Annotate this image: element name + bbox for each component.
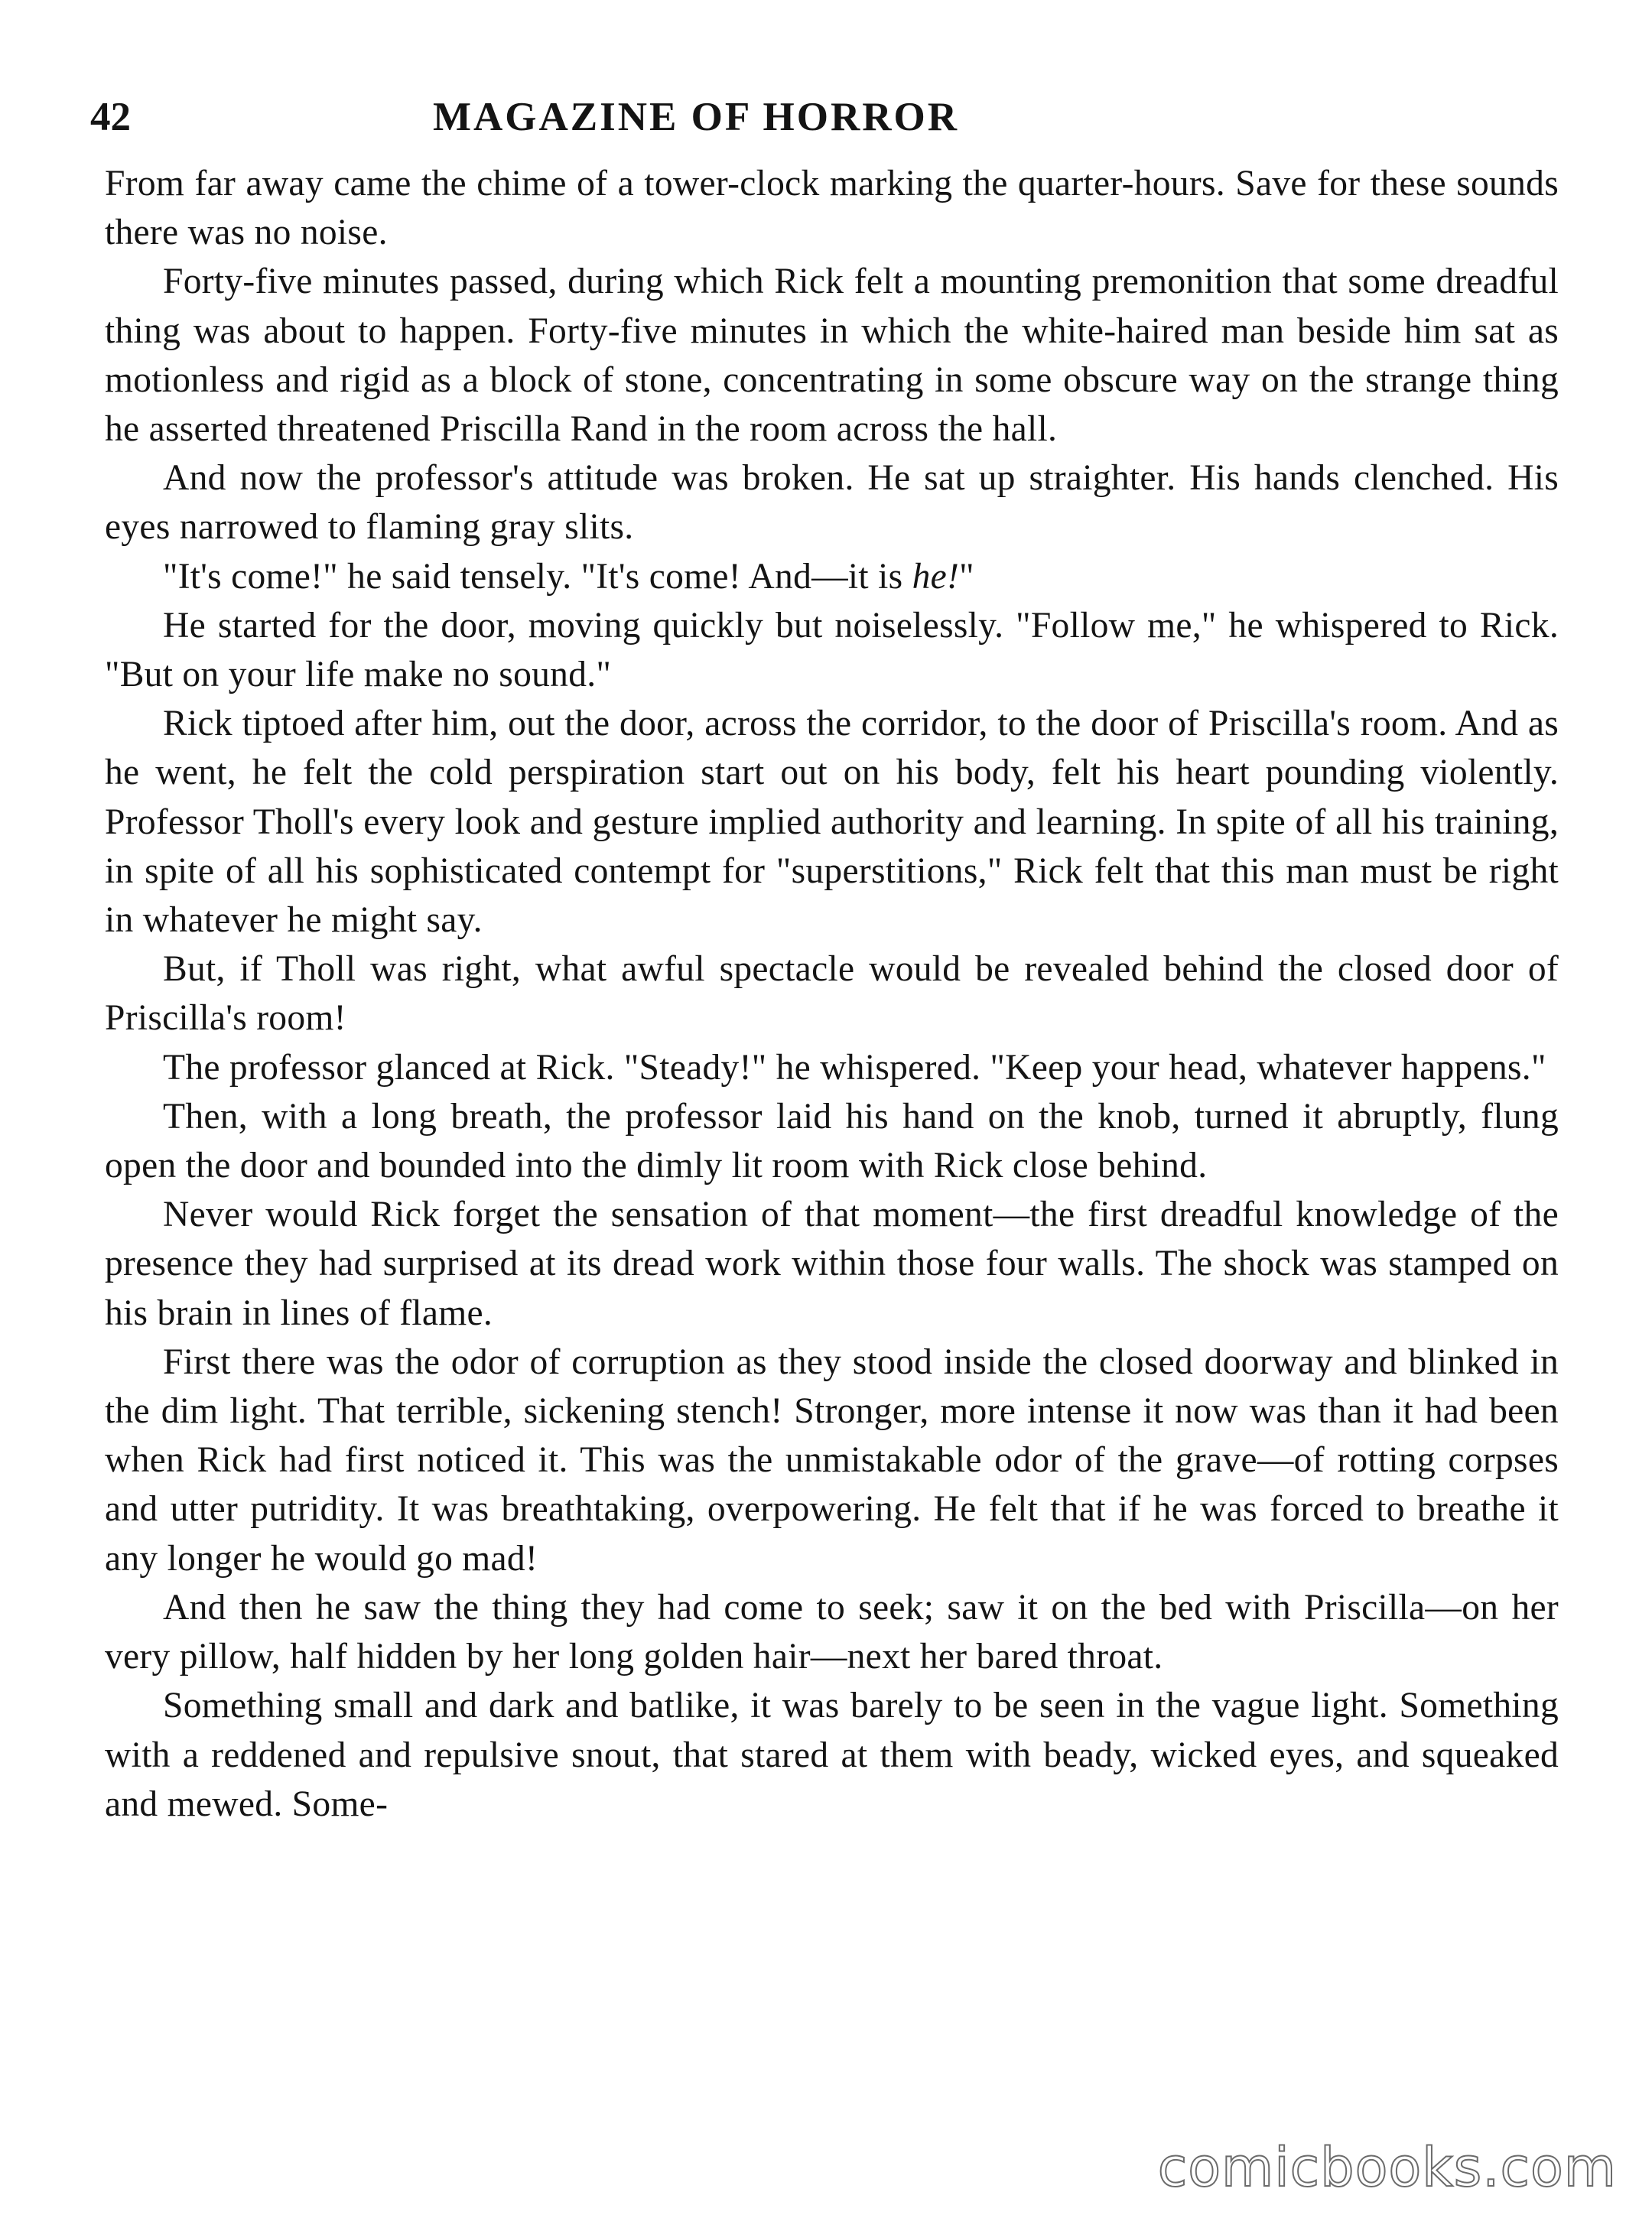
paragraph: Forty-five minutes passed, during which Rick felt a mounting premonition that some dreadful thing was about to happen. Forty-five minutes in which the white-haired man beside him sat as motionless and rigid as a block of stone, concentrating in some obscure way on the strange thing he asserted threatened Priscilla Rand in the room across the hall.: [105, 262, 1559, 450]
paragraph: The professor glanced at Rick. "Steady!" he whispered. "Keep your head, whatever happens.": [163, 1047, 1546, 1088]
watermark: comicbooks.com: [1157, 2136, 1617, 2199]
page-number: 42: [90, 95, 131, 139]
magazine-title: MAGAZINE OF HORROR: [433, 95, 960, 139]
paragraph: Rick tiptoed after him, out the door, across the corridor, to the door of Priscilla's room. And as he went, he felt the cold perspiration start out on his body, felt his heart pounding violently. Professor Tholl's every look and gesture implied authority and learning. In spite of all his training, in spite of all his sophisticated contempt for "superstitions," Rick felt that this man must be right in whatever he might say.: [105, 704, 1559, 941]
paragraph: Never would Rick forget the sensation of that moment—the first dreadful knowledge of the presence they had surprised at its dread work within those four walls. The shock was stamped on his brain in lines of flame.: [105, 1195, 1559, 1333]
emphasized-word: he!: [912, 556, 960, 597]
paragraph-text: "It's come!" he said tensely. "It's come! And—it is: [163, 556, 912, 597]
paragraph: He started for the door, moving quickly but noiselessly. "Follow me," he whispered to Rick. "But on your life make no sound.": [105, 605, 1559, 695]
running-head: [90, 83, 1566, 151]
paragraph: Then, with a long breath, the professor laid his hand on the knob, turned it abruptly, flung open the door and bounded into the dimly lit room with Rick close behind.: [105, 1096, 1559, 1186]
closing-quote: ": [959, 556, 974, 597]
paragraph: And then he saw the thing they had come to seek; saw it on the bed with Priscilla—on her very pillow, half hidden by her long golden hair—next her bared throat.: [105, 1587, 1559, 1677]
paragraph: First there was the odor of corruption as they stood inside the closed doorway and blinked in the dim light. That terrible, sickening stench! Stronger, more intense it now was than it had been when Rick had first noticed it. This was the unmistakable odor of the grave—of rotting corpses and utter putridity. It was breathtaking, overpowering. He felt that if he was forced to breathe it any longer he would go mad!: [105, 1342, 1559, 1579]
paragraph-with-emphasis: [105, 552, 1559, 601]
paragraph: From far away came the chime of a tower-clock marking the quarter-hours. Save for these sounds there was no noise.: [105, 164, 1559, 253]
paragraph: But, if Tholl was right, what awful spectacle would be revealed behind the closed door of Priscilla's room!: [105, 949, 1559, 1039]
paragraph: Something small and dark and batlike, it was barely to be seen in the vague light. Something with a reddened and repulsive snout, that stared at them with beady, wicked eyes, and squeaked and mewed. Some-: [105, 1686, 1559, 1824]
paragraph: And now the professor's attitude was broken. He sat up straighter. His hands clenched. His eyes narrowed to flaming gray slits.: [105, 458, 1559, 548]
story-text: [105, 159, 1559, 1829]
